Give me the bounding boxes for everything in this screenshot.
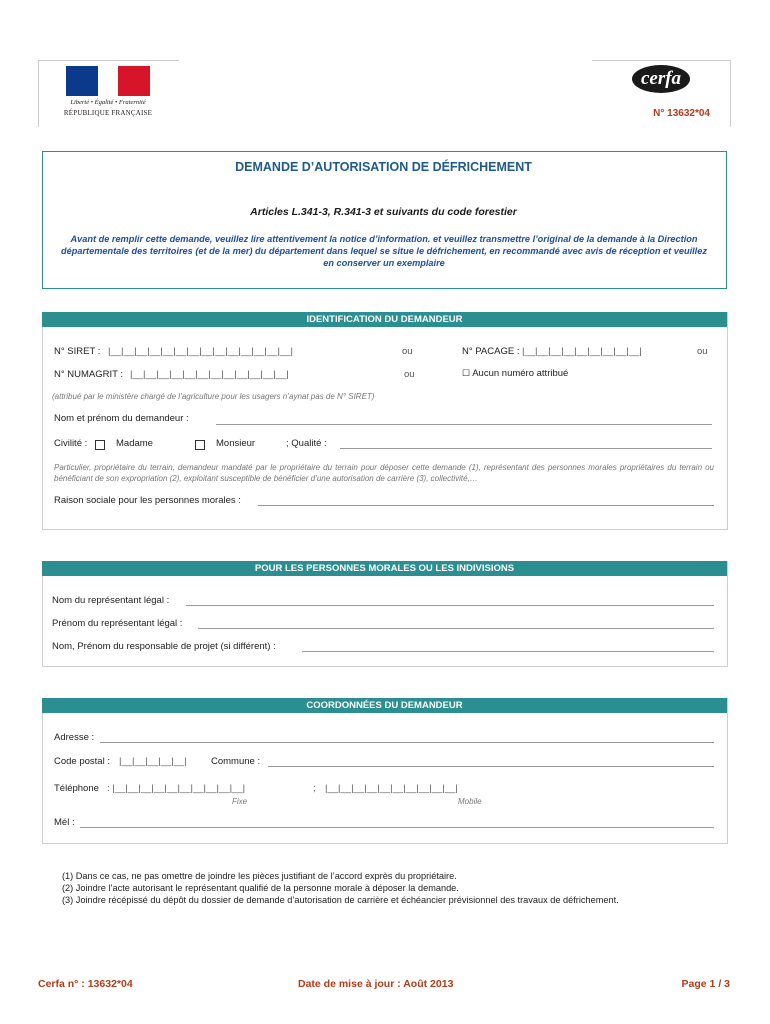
name-label: Nom et prénom du demandeur :: [54, 413, 189, 424]
qualite-label: ; Qualité :: [286, 438, 327, 449]
marianne-flag-icon: [66, 66, 150, 96]
qualite-note: Particulier, propriétaire du terrain, demandeur mandaté par le propriétaire du terrain pour déposer cette demande (1), représentant des personnes morales propriétaires du terrain ou bénéficiant de son expropriation (2), exploitant susceptible de bénéficier d’une autorisation de carrière (3), collectivité,…: [54, 463, 714, 483]
mel-input[interactable]: [80, 827, 714, 828]
raison-sociale-label: Raison sociale pour les personnes morales :: [54, 495, 241, 506]
or-text: ou: [697, 346, 708, 357]
monsieur-checkbox[interactable]: [195, 440, 205, 450]
coordonnees-section: [42, 698, 728, 844]
footer-cerfa: Cerfa n° : 13632*04: [38, 978, 133, 990]
or-text: ou: [404, 369, 415, 380]
intro-instructions: Avant de remplir cette demande, veuillez lire attentivement la notice d’information. et veuillez transmettre l’original de la demande à la Direction départementale des territoires (et de la mer) du département dans lequel se situe le défrichement, en recommandé avec avis de réception et veuillez en conserver un exemplaire: [61, 234, 707, 268]
siret-label: N° SIRET :: [54, 346, 101, 357]
name-input[interactable]: [216, 424, 712, 425]
footer-page: Page 1 / 3: [681, 978, 730, 990]
agriculture-note: (attribué par le ministère chargé de l’agriculture pour les usagers n’aynat pas de N° SIRET): [52, 392, 375, 401]
nom-representant-input[interactable]: [186, 605, 714, 606]
articles-reference: Articles L.341-3, R.341-3 et suivants du code forestier: [250, 206, 517, 218]
no-number-option[interactable]: [462, 368, 568, 379]
nom-representant-label: Nom du représentant légal :: [52, 595, 170, 606]
raison-sociale-input[interactable]: [258, 505, 714, 506]
mobile-label: Mobile: [458, 797, 482, 806]
telephone-mobile-input[interactable]: |__|__|__|__|__|__|__|__|__|__|: [325, 783, 458, 794]
commune-input[interactable]: [268, 766, 714, 767]
cerfa-logo: cerfa: [632, 65, 690, 93]
telephone-label: Téléphone: [54, 783, 99, 794]
telephone-separator: ;: [313, 783, 316, 794]
footnote-1: (1) Dans ce cas, ne pas omettre de joindre les pièces justifiant de l’accord exprès du propriétaire.: [62, 871, 457, 881]
morales-heading: POUR LES PERSONNES MORALES OU LES INDIVISIONS: [42, 561, 727, 576]
republic-motto: Liberté • Égalité • Fraternité: [70, 99, 146, 106]
numagrit-input[interactable]: |__|__|__|__|__|__|__|__|__|__|__|__|: [130, 369, 289, 380]
prenom-representant-label: Prénom du représentant légal :: [52, 618, 183, 629]
telephone-fixe-input[interactable]: : |__|__|__|__|__|__|__|__|__|__|: [107, 783, 246, 794]
mel-label: Mél :: [54, 817, 75, 828]
footer-date: Date de mise à jour : Août 2013: [298, 978, 454, 990]
adresse-label: Adresse :: [54, 732, 95, 743]
commune-label: Commune :: [211, 756, 261, 767]
code-postal-label: Code postal :: [54, 756, 110, 767]
republique-logo: [58, 62, 158, 124]
fixe-label: Fixe: [232, 797, 248, 806]
footnote-3: (3) Joindre récépissé du dépôt du dossier de demande d’autorisation de carrière et échéancier prévisionnel des travaux de défrichement.: [62, 895, 619, 905]
no-number-label: Aucun numéro attribué: [472, 368, 569, 379]
prenom-representant-input[interactable]: [198, 628, 714, 629]
madame-checkbox[interactable]: [95, 440, 105, 450]
pacage-input[interactable]: |__|__|__|__|__|__|__|__|__|: [522, 346, 642, 357]
footnote-2: (2) Joindre l’acte autorisant le représentant qualifié de la personne morale à déposer la demande.: [62, 883, 459, 893]
pacage-label: N° PACAGE :: [462, 346, 520, 357]
page-title: DEMANDE D’AUTORISATION DE DÉFRICHEMENT: [235, 160, 532, 174]
madame-label: Madame: [116, 438, 153, 449]
siret-input[interactable]: |__|__|__|__|__|__|__|__|__|__|__|__|__|__|: [108, 346, 293, 357]
coordonnees-heading: COORDONNÉES DU DEMANDEUR: [42, 698, 727, 713]
republic-name: RÉPUBLIQUE FRANÇAISE: [63, 109, 153, 117]
qualite-input[interactable]: [340, 448, 712, 449]
numagrit-label: N° NUMAGRIT :: [54, 369, 124, 380]
checkbox-icon: ☐: [462, 368, 471, 378]
adresse-input[interactable]: [100, 742, 714, 743]
or-text: ou: [402, 346, 413, 357]
cerfa-number: N° 13632*04: [653, 108, 710, 119]
responsable-projet-input[interactable]: [302, 651, 714, 652]
civility-label: Civilité :: [54, 438, 88, 449]
identification-heading: IDENTIFICATION DU DEMANDEUR: [42, 312, 727, 327]
code-postal-input[interactable]: |__|__|__|__|__|: [119, 756, 187, 767]
monsieur-label: Monsieur: [216, 438, 256, 449]
responsable-projet-label: Nom, Prénom du responsable de projet (si différent) :: [52, 641, 276, 652]
